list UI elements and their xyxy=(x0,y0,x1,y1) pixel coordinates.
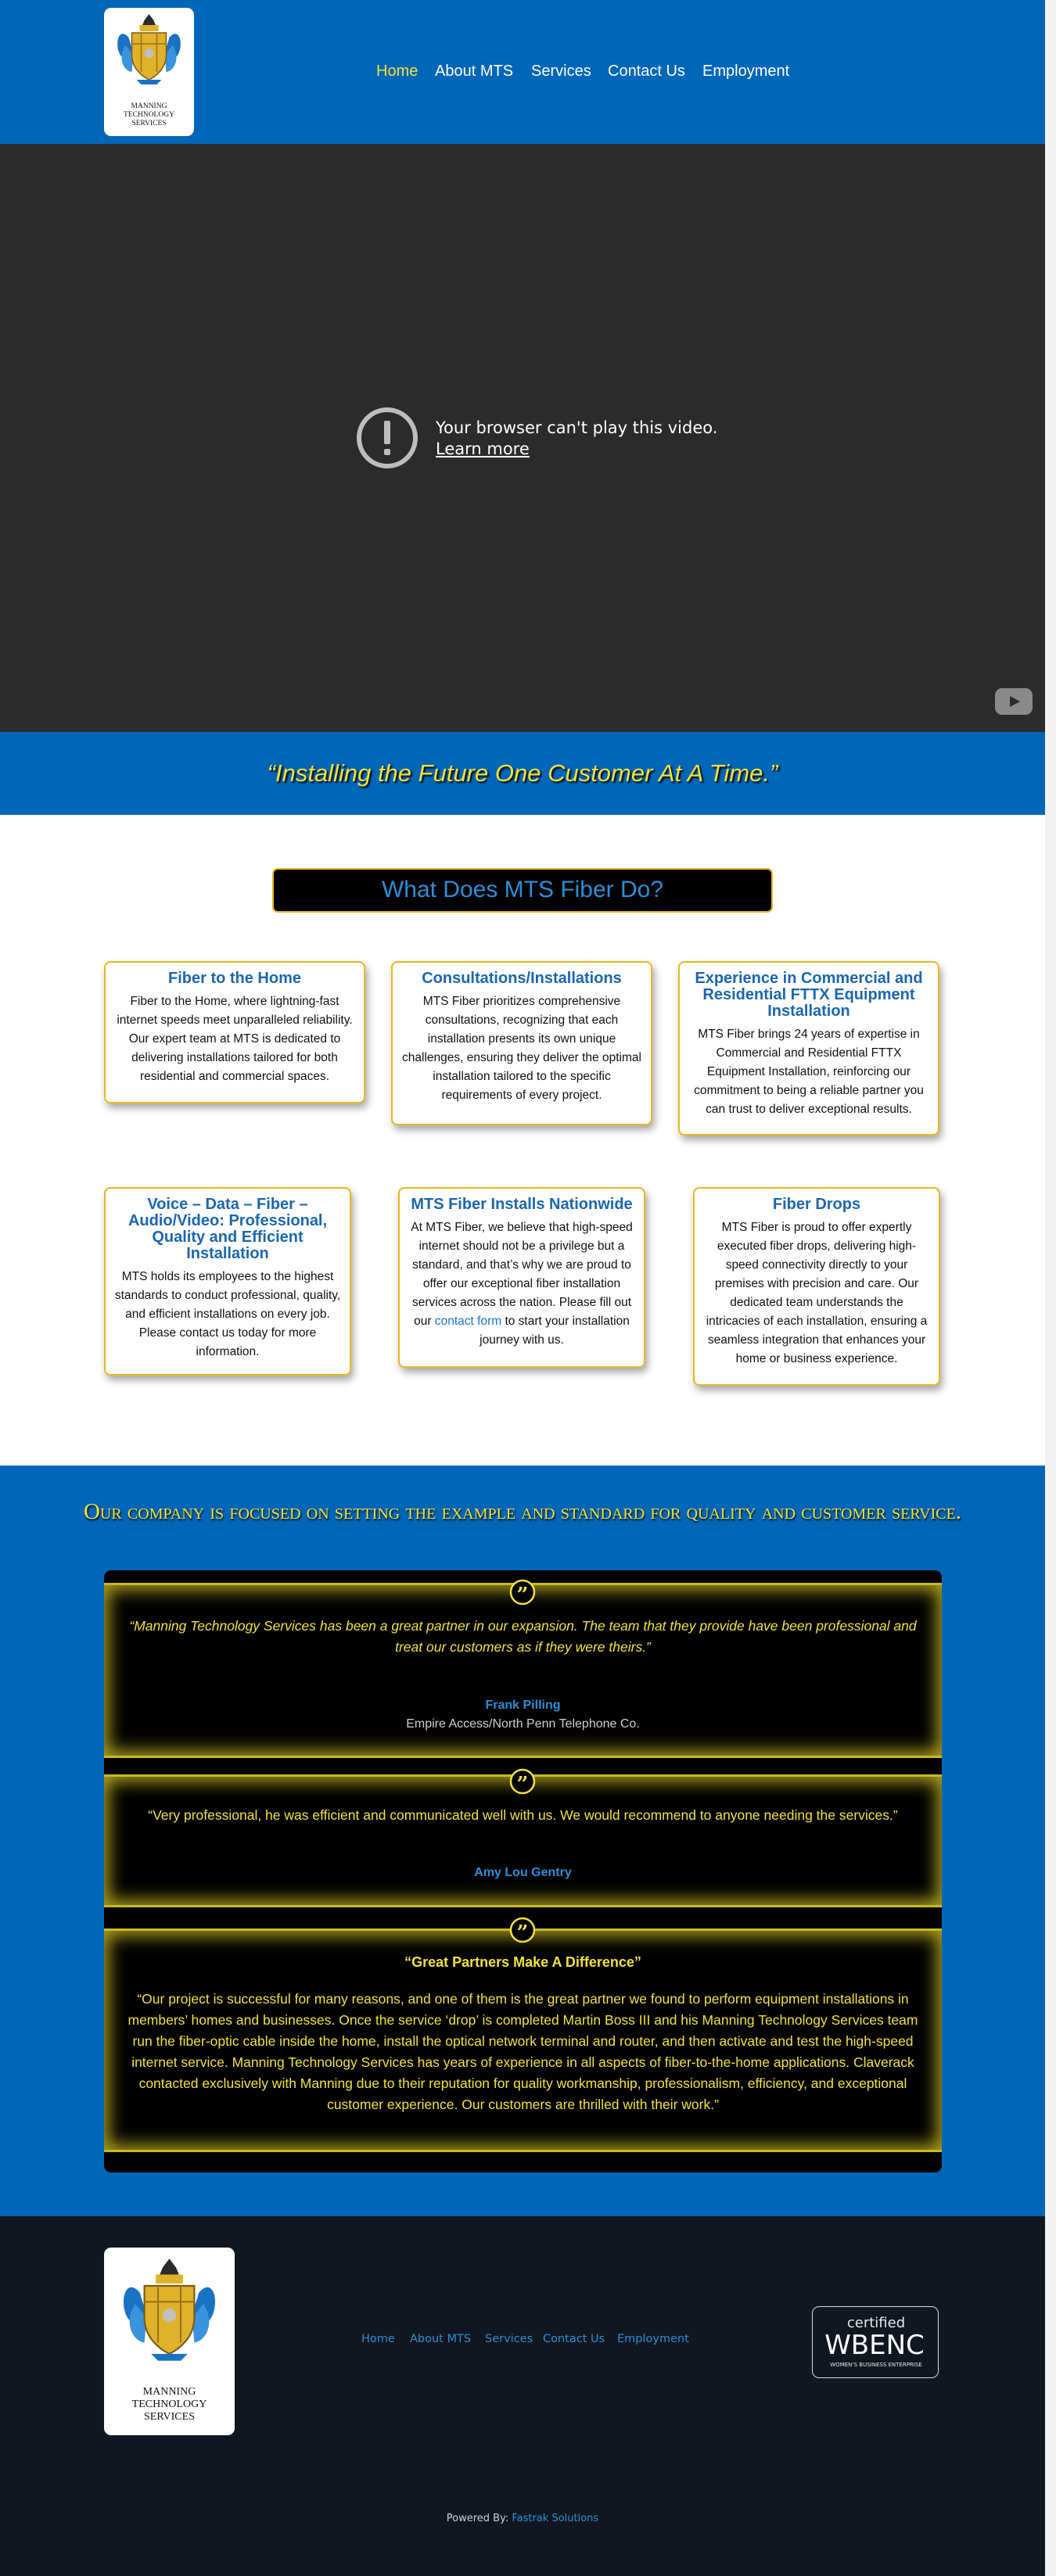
testimonial-company: Empire Access/North Penn Telephone Co. xyxy=(406,1717,640,1731)
svg-text:TECHNOLOGY: TECHNOLOGY xyxy=(131,2398,207,2410)
quote-icon xyxy=(509,1917,536,1943)
testimonial-card xyxy=(104,1583,942,1758)
contact-form-link[interactable]: contact form xyxy=(434,1315,502,1328)
testimonial-heading: “Great Partners Make A Difference” xyxy=(404,1954,641,1970)
card-body: MTS Fiber brings 24 years of expertise in Commercial and Residential FTTX Equipment Installation, reinforcing our commitment to being a reliable partner you can trust to deliver exceptional results. xyxy=(694,1028,924,1116)
learn-more-link[interactable]: Learn more xyxy=(436,439,530,458)
nav-about[interactable]: About MTS xyxy=(435,63,514,80)
crest-icon xyxy=(104,2248,235,2435)
card-title: Fiber to the Home xyxy=(167,970,301,987)
card-title: MTS Fiber Installs Nationwide xyxy=(411,1196,633,1213)
svg-text:”: ” xyxy=(516,1584,529,1606)
card-title: Fiber Drops xyxy=(772,1196,861,1213)
svg-text:MANNING: MANNING xyxy=(142,2386,196,2398)
wbenc-certified-icon xyxy=(813,2307,939,2379)
footer-nav-contact[interactable]: Contact Us xyxy=(543,2333,605,2345)
footer-nav-employment[interactable]: Employment xyxy=(617,2333,689,2345)
card-body: At MTS Fiber, we believe that high-speed internet should not be a privilege but a standard, and that’s why we are proud to offer our exceptional fiber installation services across the nation. Please fill out our contact form to start your installation journey with us. xyxy=(411,1221,633,1347)
tagline: “Installing the Future One Customer At A Time.” xyxy=(267,759,778,787)
nav-employment[interactable]: Employment xyxy=(702,63,790,80)
service-card xyxy=(678,961,939,1136)
service-card xyxy=(104,961,365,1103)
svg-text:certified: certified xyxy=(846,2315,906,2331)
svg-text:TECHNOLOGY: TECHNOLOGY xyxy=(124,111,174,119)
nav-services[interactable]: Services xyxy=(531,63,591,80)
nav-contact[interactable]: Contact Us xyxy=(608,63,685,80)
powered-by: Powered By: Fastrak Solutions xyxy=(446,2513,599,2524)
nav-home[interactable]: Home xyxy=(376,63,418,80)
main-nav xyxy=(0,63,1045,81)
card-body: MTS holds its employees to the highest standards to conduct professional, quality, and efficient installations on every job. Please contact us today for more information. xyxy=(114,1270,341,1358)
card-title: Experience in Commercial and Residential FTTX Equipment Installation xyxy=(695,970,923,1020)
youtube-icon[interactable] xyxy=(995,688,1033,715)
svg-text:SERVICES: SERVICES xyxy=(143,2411,196,2423)
service-card xyxy=(391,961,652,1125)
footer-logo[interactable] xyxy=(104,2248,235,2435)
video-error-message: Your browser can't play this video. Learn more xyxy=(436,418,718,458)
footer-nav-about[interactable]: About MTS xyxy=(410,2333,472,2345)
powered-by-link[interactable]: Fastrak Solutions xyxy=(512,2513,599,2524)
quote-icon xyxy=(509,1768,536,1795)
svg-text:”: ” xyxy=(516,1921,529,1943)
svg-text:SERVICES: SERVICES xyxy=(131,120,167,127)
footer-nav-services[interactable]: Services xyxy=(485,2333,533,2345)
svg-text:MANNING: MANNING xyxy=(131,102,167,110)
testimonial-quote: “Our project is successful for many reasons, and one of them is the great partner we found to perform equipment installations in members’ homes and businesses. Once the service ‘drop’ is completed Martin Boss III and his Manning Technology Services team run the fiber-optic cable inside the home, install the optical network terminal and router, and then activate and test the high-speed internet service. Manning Technology Services has years of experience in all aspects of fiber-to-the-home applications. Claverack contacted exclusively with Manning due to their reputation for quality workmanship, professionalism, efficiency, and exceptional customer experience. Our customers are thrilled with their work.” xyxy=(128,1991,918,2112)
svg-text:”: ” xyxy=(516,1773,529,1795)
testimonial-quote: “Manning Technology Services has been a great partner in our expansion. The team that they provide have been professional and treat our customers as if they were theirs.” xyxy=(129,1618,917,1655)
section-heading: What Does MTS Fiber Do? xyxy=(381,877,664,902)
card-body: MTS Fiber prioritizes comprehensive consultations, recognizing that each installation presents its own unique challenges, ensuring they deliver the optimal installation tailored to the specific requirements of every project. xyxy=(402,995,641,1102)
service-card xyxy=(693,1187,940,1386)
quality-statement: Our company is focused on setting the example and standard for quality and customer service. xyxy=(83,1499,962,1524)
card-body: Fiber to the Home, where lightning-fast internet speeds meet unparalleled reliability. Our expert team at MTS is dedicated to delivering installations tailored for both residential and commercial spaces. xyxy=(117,995,353,1083)
svg-text:WBENC: WBENC xyxy=(824,2330,925,2361)
footer-nav-home[interactable]: Home xyxy=(361,2333,395,2345)
service-card xyxy=(398,1187,645,1368)
scroll-gutter xyxy=(1045,0,1056,2576)
card-title: Voice – Data – Fiber – Audio/Video: Professional, Quality and Efficient Installation xyxy=(128,1196,328,1262)
site-header xyxy=(0,0,1045,144)
svg-text:WOMEN’S BUSINESS ENTERPRISE: WOMEN’S BUSINESS ENTERPRISE xyxy=(830,2362,922,2368)
card-body: MTS Fiber is proud to offer expertly executed fiber drops, delivering high-speed connectivity directly to your premises with precision and care. Our dedicated team understands the intricacies of each installation, ensuring a seamless integration that enhances your home or business experience. xyxy=(706,1221,928,1365)
quote-icon xyxy=(509,1579,536,1606)
card-title: Consultations/Installations xyxy=(422,970,622,987)
testimonial-author: Amy Lou Gentry xyxy=(474,1866,572,1879)
testimonial-quote: “Very professional, he was efficient and communicated well with us. We would recommend to anyone needing the services.” xyxy=(148,1807,898,1823)
service-card xyxy=(104,1187,351,1376)
wbenc-badge xyxy=(812,2306,939,2378)
alert-circle-icon xyxy=(356,407,418,469)
testimonial-author: Frank Pilling xyxy=(485,1699,561,1712)
